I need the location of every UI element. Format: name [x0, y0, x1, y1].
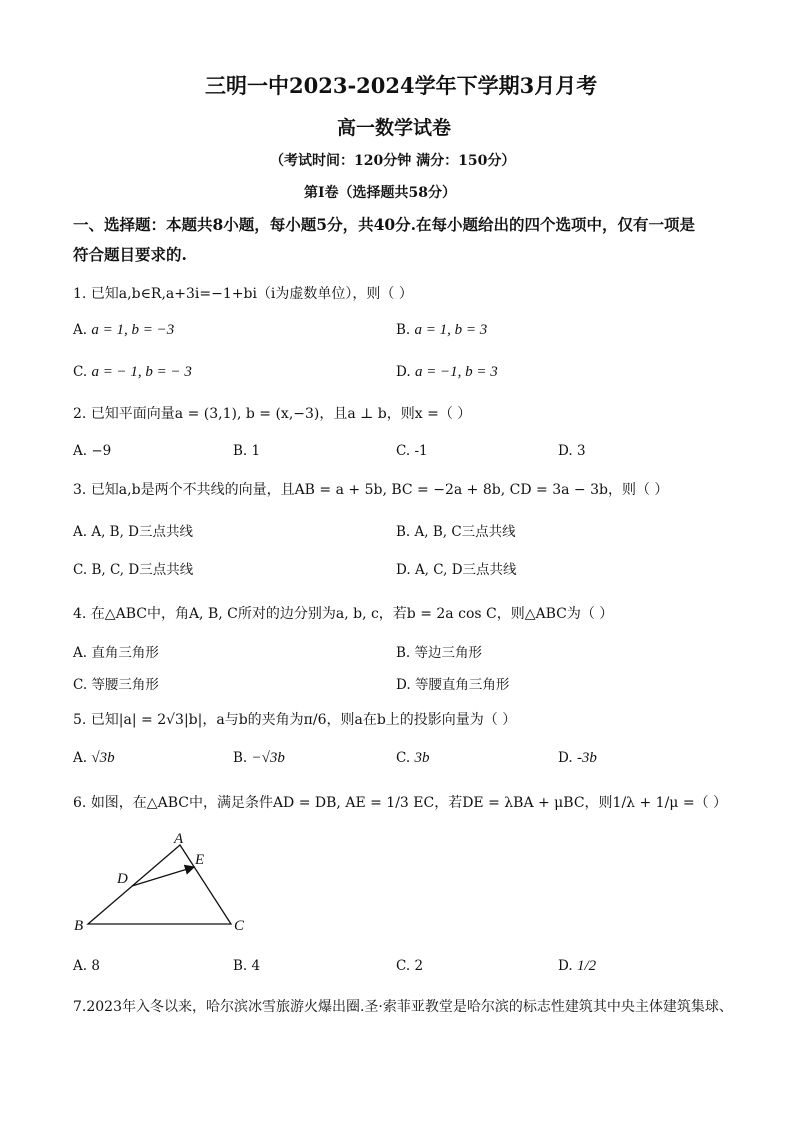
point-c-label: C — [234, 918, 245, 934]
q5-option-b[interactable] — [233, 750, 285, 767]
q1-option-d[interactable] — [396, 364, 498, 381]
option-label: A. — [73, 645, 88, 661]
q4-option-a[interactable] — [73, 641, 159, 661]
option-label: A. — [73, 750, 88, 766]
option-label: A. — [73, 443, 88, 459]
section-heading-cont: 符合题目要求的. — [73, 245, 187, 264]
q3-option-a[interactable] — [73, 520, 193, 540]
q5-option-a[interactable] — [73, 750, 115, 767]
q3-option-b[interactable] — [396, 520, 516, 540]
option-label: C. — [73, 562, 88, 578]
triangle-abc — [88, 845, 231, 924]
question-number: 5. — [73, 712, 87, 728]
option-label: C. — [396, 958, 411, 974]
option-text: 1/2 — [576, 958, 597, 974]
option-label: C. — [73, 677, 88, 693]
option-text: 等边三角形 — [414, 645, 483, 661]
question-number: 4. — [73, 606, 87, 622]
question-stem: 已知|a| = 2√3|b|，a与b的夹角为π/6，则a在b上的投影向量为（ ） — [90, 712, 517, 728]
option-label: C. — [396, 750, 411, 766]
question-1 — [73, 283, 413, 303]
option-label: B. — [233, 443, 248, 459]
option-label: D. — [396, 562, 411, 578]
exam-subtitle: 高一数学试卷 — [337, 117, 452, 139]
option-label: C. — [396, 443, 411, 459]
option-label: A. — [73, 958, 88, 974]
option-text: 3 — [576, 443, 586, 459]
option-text: a = − 1, b = − 3 — [91, 364, 192, 380]
question-stem: 已知平面向量a = (3,1), b = (x,−3)，且a ⊥ b，则x =（ ） — [90, 406, 472, 422]
question-number: 7. — [73, 999, 87, 1015]
option-text: A, B, C三点共线 — [414, 524, 516, 540]
option-label: C. — [73, 364, 88, 380]
section-heading: 一、选择题：本题共8小题，每小题5分，共40分.在每小题给出的四个选项中，仅有一项是 — [73, 215, 696, 234]
question-stem: 已知a,b是两个不共线的向量，且AB = a + 5b, BC = −2a + 8b, CD = 3a − 3b，则（ ） — [90, 482, 669, 498]
exam-title: 三明一中2023-2024学年下学期3月月考 — [205, 73, 598, 98]
option-label: D. — [558, 750, 573, 766]
question-stem: 如图，在△ABC中，满足条件AD = DB, AE = 1/3 EC，若DE = λBA + μBC，则1/λ + 1/μ =（ ） — [90, 795, 728, 811]
option-text: a = 1, b = −3 — [91, 322, 175, 338]
point-a-label: A — [174, 831, 184, 847]
option-text: B, C, D三点共线 — [91, 562, 194, 578]
option-label: B. — [396, 524, 411, 540]
q1-option-b[interactable] — [396, 322, 487, 339]
q6-option-b[interactable] — [233, 958, 260, 974]
option-text: -3b — [576, 750, 597, 766]
question-3 — [73, 479, 668, 499]
q6-option-d[interactable] — [558, 958, 596, 975]
part-label: 第I卷（选择题共58分） — [304, 185, 457, 201]
option-label: A. — [73, 322, 88, 338]
q3-option-d[interactable] — [396, 558, 517, 578]
q6-option-c[interactable] — [396, 958, 423, 974]
question-6 — [73, 792, 727, 812]
question-4 — [73, 603, 613, 623]
option-text: −√3b — [251, 750, 285, 766]
q5-option-d[interactable] — [558, 750, 597, 767]
point-d-label: D — [117, 871, 128, 887]
exam-info: （考试时间：120分钟 满分：150分） — [270, 153, 516, 169]
option-text: A, C, D三点共线 — [414, 562, 517, 578]
q2-option-a[interactable] — [73, 443, 111, 459]
option-text: a = −1, b = 3 — [414, 364, 498, 380]
q2-option-d[interactable] — [558, 443, 586, 459]
point-e-label: E — [195, 852, 205, 868]
option-text: 8 — [91, 958, 100, 974]
q4-option-b[interactable] — [396, 641, 482, 661]
option-label: D. — [396, 364, 411, 380]
question-number: 1. — [73, 286, 87, 302]
option-text: 4 — [251, 958, 261, 974]
option-label: D. — [558, 443, 573, 459]
option-label: D. — [396, 677, 411, 693]
option-text: 等腰直角三角形 — [414, 677, 510, 693]
question-number: 6. — [73, 795, 87, 811]
question-stem: 在△ABC中，角A, B, C所对的边分别为a, b, c，若b = 2a cos C，则△ABC为（ ） — [90, 606, 614, 622]
option-label: B. — [233, 750, 248, 766]
option-text: 直角三角形 — [91, 645, 159, 661]
option-text: 2 — [414, 958, 424, 974]
question-5 — [73, 709, 516, 729]
q1-option-a[interactable] — [73, 322, 174, 339]
q4-option-c[interactable] — [73, 673, 159, 693]
option-text: 1 — [251, 443, 261, 459]
question-number: 2. — [73, 406, 87, 422]
q2-option-b[interactable] — [233, 443, 260, 459]
option-text: √3b — [91, 750, 115, 766]
point-b-label: B — [74, 918, 84, 934]
q1-option-c[interactable] — [73, 364, 192, 381]
question-2 — [73, 403, 471, 423]
option-label: B. — [396, 645, 411, 661]
q2-option-c[interactable] — [396, 443, 428, 459]
option-text: 3b — [414, 750, 430, 766]
option-label: D. — [558, 958, 573, 974]
question-7 — [73, 996, 733, 1016]
q6-option-a[interactable] — [73, 958, 100, 974]
q5-option-c[interactable] — [396, 750, 429, 767]
option-text: 等腰三角形 — [91, 677, 159, 693]
option-text: -1 — [414, 443, 428, 459]
option-text: A, B, D三点共线 — [91, 524, 194, 540]
option-label: B. — [396, 322, 411, 338]
option-text: a = 1, b = 3 — [414, 322, 488, 338]
question-stem: 2023年入冬以来，哈尔滨冰雪旅游火爆出圈.圣·索菲亚教堂是哈尔滨的标志性建筑其中央主体建筑集球、 — [86, 999, 733, 1015]
q3-option-c[interactable] — [73, 558, 193, 578]
option-label: B. — [233, 958, 248, 974]
question-number: 3. — [73, 482, 87, 498]
q4-option-d[interactable] — [396, 673, 509, 693]
option-label: A. — [73, 524, 88, 540]
vector-de — [132, 867, 194, 886]
question-stem: 已知a,b∈R,a+3i=−1+bi（i为虚数单位），则（ ） — [90, 286, 413, 302]
triangle-figure — [70, 825, 260, 940]
option-text: −9 — [91, 443, 112, 459]
